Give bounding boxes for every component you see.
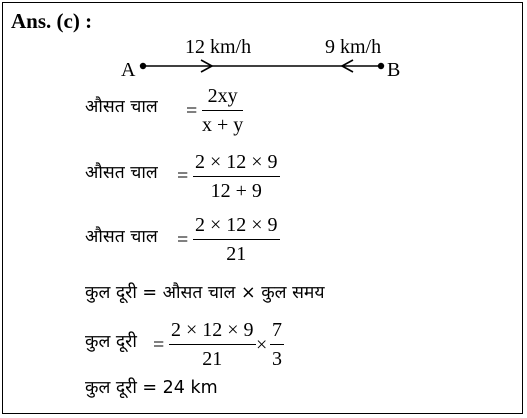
step2-equals: = bbox=[177, 165, 189, 187]
step2-denominator: 12 + 9 bbox=[193, 176, 280, 201]
step4-text: कुल दूरी = औसत चाल × कुल समय bbox=[85, 283, 325, 303]
step5-equals: = bbox=[153, 334, 165, 356]
step5-numerator: 2 × 12 × 9 bbox=[171, 319, 254, 341]
step5-lhs: कुल दूरी bbox=[85, 332, 137, 352]
step5-denominator2: 3 bbox=[270, 344, 284, 369]
speed-a-label: 12 km/h bbox=[185, 36, 252, 58]
step2-lhs: औसत चाल bbox=[85, 163, 158, 183]
step3-numerator: 2 × 12 × 9 bbox=[195, 214, 278, 236]
point-b-dot bbox=[378, 63, 384, 69]
step1-fraction bbox=[202, 86, 243, 135]
step3-fraction bbox=[193, 215, 280, 264]
step6-text: कुल दूरी = 24 km bbox=[85, 378, 218, 398]
step5-numerator2: 7 bbox=[272, 319, 282, 341]
step1-numerator: 2xy bbox=[207, 85, 238, 107]
point-b-label: B bbox=[387, 59, 401, 81]
step5-times: × bbox=[256, 334, 268, 356]
point-a-label: A bbox=[121, 59, 136, 81]
step1-equals: = bbox=[186, 100, 198, 122]
step3-lhs: औसत चाल bbox=[85, 227, 158, 247]
step3-denominator: 21 bbox=[193, 239, 280, 264]
point-a-dot bbox=[140, 63, 146, 69]
step3-equals: = bbox=[177, 229, 189, 251]
step5-fraction2 bbox=[270, 320, 284, 369]
step5-denominator: 21 bbox=[169, 344, 256, 369]
speed-b-label: 9 km/h bbox=[325, 36, 382, 58]
step5-fraction bbox=[169, 320, 256, 369]
answer-label: Ans. (c) : bbox=[11, 9, 93, 33]
step1-denominator: x + y bbox=[202, 110, 243, 135]
step2-numerator: 2 × 12 × 9 bbox=[195, 151, 278, 173]
step1-lhs: औसत चाल bbox=[85, 97, 158, 117]
step2-fraction bbox=[193, 152, 280, 201]
